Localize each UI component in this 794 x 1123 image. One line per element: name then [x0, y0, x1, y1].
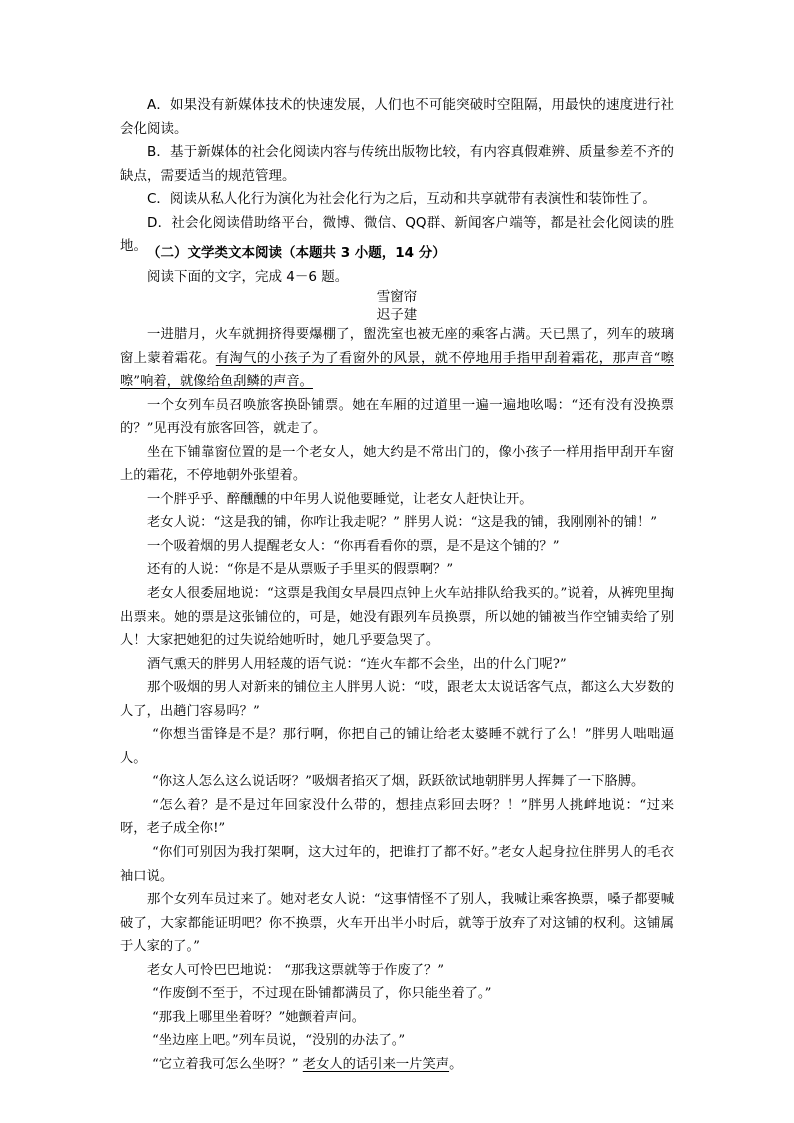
underlined-sentence: 有淘气的小孩子为了看窗外的风景，就不停地用手指甲刮着霜花，那声音“嚓嚓”响着，就像给鱼刮鳞的声音。 [120, 350, 675, 390]
story-title: 雪窗帘 [376, 289, 418, 305]
section-instruction: 阅读下面的文字，完成 4－6 题。 [147, 269, 349, 285]
story-paragraph [120, 1053, 674, 1077]
option-a: A．如果没有新媒体技术的快速发展，人们也不可能突破时空阻隔，用最快的速度进行社会化阅读。 [120, 97, 674, 137]
story-paragraph: 那个女列车员过来了。她对老女人说：“这事情怪不了别人，我喊让乘客换票，嗓子都要喊破了，大家都能证明吧？你不换票，火车开出半小时后，就等于放弃了对这铺的权利。这铺属于人家的了。” [120, 892, 674, 955]
story-paragraph: 一个女列车员召唤旅客换卧铺票。她在车厢的过道里一遍一遍地吆喝：“还有没有没换票的？”见再没有旅客回答，就走了。 [120, 397, 674, 437]
underlined-sentence: 老女人的话引来一片笑声 [302, 1056, 450, 1072]
story-paragraph: “你这人怎么这么说话呀？”吸烟者掐灭了烟，跃跃欲试地朝胖男人挥舞了一下胳膊。 [152, 774, 645, 790]
option-d: D．社会化阅读借助络平台，微博、微信、QQ群、新闻客户端等，都是社会化阅读的胜地。 [120, 214, 674, 254]
option-c: C．阅读从私人化行为演化为社会化行为之后，互动和共享就带有表演性和装饰性了。 [147, 191, 656, 207]
answer-options [120, 94, 674, 259]
option-b: B．基于新媒体的社会化阅读内容与传统出版物比较，有内容真假难辨、质量参差不齐的缺点，需要适当的规范管理。 [120, 144, 674, 184]
paragraph-text: 一进腊月，火车就拥挤得要爆棚了，盥洗室也被无座的乘客占满。天已黑了，列车的玻璃窗上蒙着霜花。 [120, 327, 674, 366]
story-paragraph: 酒气熏天的胖男人用轻蔑的语气说：“连火车都不会坐，出的什么门呢?” [147, 656, 567, 672]
story-paragraph: “你们可别因为我打架啊，这大过年的，把谁打了都不好。”老女人起身拉住胖男人的毛衣袖口说。 [120, 845, 674, 884]
story-paragraph: 一个吸着烟的男人提醒老女人：“你再看看你的票，是不是这个铺的？” [147, 538, 560, 554]
story-paragraph: 老女人说：“这是我的铺，你咋让我走呢？” 胖男人说：“这是我的铺，我刚刚补的铺！” [147, 515, 658, 531]
story-paragraph: 还有的人说：“你是不是从票贩子手里买的假票啊？” [147, 562, 454, 578]
story-paragraph: 老女人很委屈地说：“这票是我闺女早晨四点钟上火车站排队给我买的。”说着，从裤兜里掏出票来。她的票是这张铺位的，可是，她没有跟列车员换票，所以她的铺被当作空铺卖给了别人！大家把她犯的过失说给她听时，她几乎要急哭了。 [120, 586, 674, 649]
story-paragraph: 坐在下铺靠窗位置的是一个老女人，她大约是不常出门的，像小孩子一样用指甲刮开车窗上的霜花，不停地朝外张望着。 [120, 444, 674, 484]
story-author: 迟子建 [376, 307, 418, 323]
paragraph-end: 。 [449, 1056, 463, 1072]
section-heading: （二）文学类文本阅读（本题共 3 小题，14 分） [147, 245, 446, 261]
story-paragraph: 那个吸烟的男人对新来的铺位主人胖男人说：“哎，跟老太太说话客气点，都这么大岁数的人了，出趟门容易吗？” [120, 680, 674, 719]
story-body [120, 323, 674, 1077]
story-paragraph: “怎么着？是不是过年回家没什么带的，想挂点彩回去呀？！”胖男人挑衅地说：“过来呀，老子成全你!” [120, 797, 674, 837]
story-paragraph: “你想当雷锋是不是？那行啊，你把自己的铺让给老太婆睡不就行了么！”胖男人咄咄逼人。 [120, 727, 674, 766]
paragraph-text: “它立着我可怎么坐呀？” [152, 1056, 303, 1072]
story-paragraph [120, 323, 674, 394]
story-paragraph: 一个胖乎乎、醉醺醺的中年男人说他要睡觉，让老女人赶快让开。 [147, 491, 533, 507]
story-paragraph: “作废倒不至于，不过现在卧铺都满员了，你只能坐着了。” [152, 986, 492, 1002]
story-paragraph: “坐边座上吧。”列车员说，“没别的办法了。” [152, 1033, 406, 1049]
story-paragraph: 老女人可怜巴巴地说： “那我这票就等于作废了？” [147, 962, 445, 978]
story-paragraph: “那我上哪里坐着呀？”她颤着声问。 [152, 1009, 366, 1025]
